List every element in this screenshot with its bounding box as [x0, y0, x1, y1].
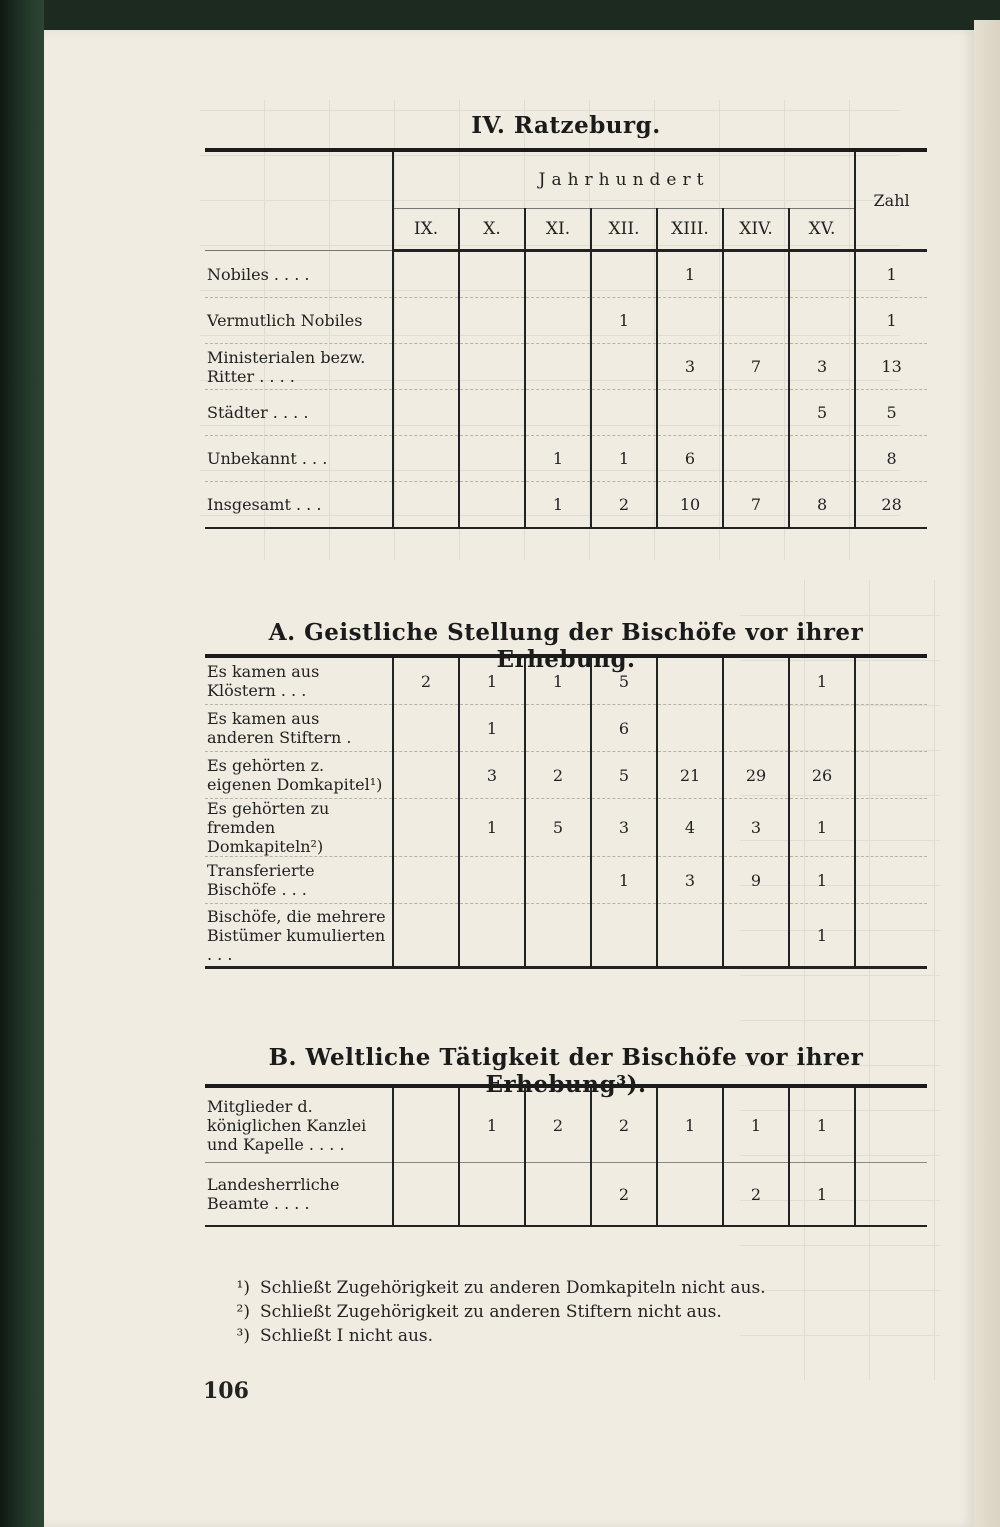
cell	[591, 390, 657, 436]
cell: 1	[657, 1086, 723, 1163]
page-number: 106	[203, 1378, 249, 1404]
cell	[723, 298, 789, 344]
cell: 21	[657, 752, 723, 799]
cell: 5	[591, 656, 657, 705]
cell: 1	[459, 799, 525, 857]
total-cell: 5	[855, 390, 927, 436]
century-header: X.	[459, 209, 525, 251]
footnote-text: Schließt Zugehörigkeit zu anderen Domkapiteln nicht aus.	[260, 1278, 766, 1298]
cell	[393, 390, 459, 436]
table-row	[205, 436, 927, 482]
century-header: XII.	[591, 209, 657, 251]
section-b-title: B. Weltliche Tätigkeit der Bischöfe vor ihrer Erhebung³).	[268, 1044, 864, 1098]
cell	[459, 904, 525, 968]
cell	[525, 390, 591, 436]
cell: 5	[591, 752, 657, 799]
cell	[459, 298, 525, 344]
cell: 4	[657, 799, 723, 857]
footnote	[228, 1276, 908, 1300]
empty-cell	[855, 656, 927, 705]
cell	[591, 904, 657, 968]
total-cell: 28	[855, 482, 927, 529]
footnote-text: Schließt I nicht aus.	[260, 1326, 434, 1346]
footnotes	[228, 1276, 908, 1348]
cell: 1	[525, 482, 591, 529]
cell: 1	[723, 1086, 789, 1163]
total-cell: 1	[855, 298, 927, 344]
ratzeburg-table	[205, 148, 927, 529]
century-header: XI.	[525, 209, 591, 251]
cell	[591, 344, 657, 390]
cell	[393, 482, 459, 529]
cell	[393, 904, 459, 968]
book-spine	[0, 0, 44, 1527]
table-row	[205, 1163, 927, 1227]
cell	[789, 298, 855, 344]
cell	[789, 251, 855, 298]
cell: 10	[657, 482, 723, 529]
cell	[525, 904, 591, 968]
table-row	[205, 904, 927, 968]
cell: 1	[591, 857, 657, 904]
cell	[723, 251, 789, 298]
row-label: Mitglieder d. königlichen Kanzlei und Kapelle . . . .	[205, 1086, 393, 1163]
jahrhundert-header: Jahrhundert	[393, 150, 855, 209]
century-header: IX.	[393, 209, 459, 251]
cell: 2	[591, 1086, 657, 1163]
geistliche-stellung-table	[205, 654, 927, 969]
table-row	[205, 482, 927, 529]
total-cell: 1	[855, 251, 927, 298]
empty-cell	[855, 752, 927, 799]
cell: 1	[789, 857, 855, 904]
cell: 2	[723, 1163, 789, 1227]
cell	[723, 436, 789, 482]
section-a-title: A. Geistliche Stellung der Bischöfe vor ihrer Erhebung.	[268, 619, 864, 673]
total-cell: 13	[855, 344, 927, 390]
cell: 1	[459, 1086, 525, 1163]
cell	[459, 857, 525, 904]
cell: 2	[591, 482, 657, 529]
cell: 5	[525, 799, 591, 857]
cell: 3	[657, 857, 723, 904]
weltliche-taetigkeit-table	[205, 1084, 927, 1227]
table-row	[205, 298, 927, 344]
cell: 8	[789, 482, 855, 529]
footnote	[228, 1324, 908, 1348]
table-row	[205, 799, 927, 857]
row-label: Nobiles . . . .	[205, 251, 393, 298]
empty-cell	[855, 857, 927, 904]
table-row	[205, 656, 927, 705]
cell	[525, 705, 591, 752]
row-label: Transferierte Bischöfe . . .	[205, 857, 393, 904]
cell: 1	[591, 436, 657, 482]
cell: 1	[789, 656, 855, 705]
row-label: Es gehörten z. eigenen Domkapitel¹)	[205, 752, 393, 799]
table-row	[205, 390, 927, 436]
row-label: Ministerialen bezw. Ritter . . . .	[205, 344, 393, 390]
cell	[525, 857, 591, 904]
footnote	[228, 1300, 908, 1324]
row-label: Bischöfe, die mehrere Bistümer kumulierten . . .	[207, 906, 386, 964]
table-row	[205, 251, 927, 298]
cell	[525, 344, 591, 390]
cell: 3	[459, 752, 525, 799]
footnote-mark: ¹)	[236, 1278, 250, 1298]
cell: 2	[525, 1086, 591, 1163]
cell	[393, 799, 459, 857]
century-header: XIV.	[723, 209, 789, 251]
cell	[789, 705, 855, 752]
empty-cell	[855, 904, 927, 968]
cell	[723, 656, 789, 705]
cell	[591, 251, 657, 298]
cell: 1	[459, 705, 525, 752]
row-label: Städter . . . .	[205, 390, 393, 436]
cell	[657, 904, 723, 968]
cell: 1	[789, 904, 855, 968]
cell: 29	[723, 752, 789, 799]
row-label: Es kamen aus Klöstern . . .	[205, 656, 393, 705]
cell: 1	[459, 656, 525, 705]
cell	[393, 705, 459, 752]
table-row	[205, 344, 927, 390]
page-edge	[974, 20, 1000, 1527]
century-header: XIII.	[657, 209, 723, 251]
cell	[525, 251, 591, 298]
cell: 7	[723, 482, 789, 529]
footnote-text: Schließt Zugehörigkeit zu anderen Stiftern nicht aus.	[260, 1302, 722, 1322]
cell: 6	[591, 705, 657, 752]
footnote-mark: ³)	[236, 1326, 250, 1346]
cell	[459, 482, 525, 529]
cell: 1	[789, 1086, 855, 1163]
table-row	[205, 1086, 927, 1163]
row-label: Vermutlich Nobiles	[205, 298, 393, 344]
cell	[393, 752, 459, 799]
century-header: XV.	[789, 209, 855, 251]
row-label: Insgesamt . . .	[207, 495, 322, 514]
cell: 7	[723, 344, 789, 390]
cell	[789, 436, 855, 482]
cell	[525, 298, 591, 344]
total-cell: 8	[855, 436, 927, 482]
cell	[657, 656, 723, 705]
cell: 2	[393, 656, 459, 705]
cell	[657, 1163, 723, 1227]
cell	[393, 251, 459, 298]
empty-cell	[855, 1163, 927, 1227]
cell	[393, 1163, 459, 1227]
cell: 3	[723, 799, 789, 857]
cell: 2	[525, 752, 591, 799]
cell	[657, 705, 723, 752]
zahl-header: Zahl	[855, 150, 927, 251]
row-label: Unbekannt . . .	[205, 436, 393, 482]
cell	[459, 344, 525, 390]
footnote-mark: ²)	[236, 1302, 250, 1322]
row-label: Es gehörten zu fremden Domkapiteln²)	[205, 799, 393, 857]
empty-cell	[855, 799, 927, 857]
cell	[657, 298, 723, 344]
cell: 1	[525, 436, 591, 482]
cell	[459, 390, 525, 436]
cell	[723, 904, 789, 968]
row-label-header	[205, 150, 393, 251]
table-row	[205, 857, 927, 904]
cell: 1	[789, 1163, 855, 1227]
empty-cell	[855, 1086, 927, 1163]
cell	[393, 857, 459, 904]
cell	[393, 436, 459, 482]
cell	[393, 298, 459, 344]
row-label: Landesherrliche Beamte . . . .	[207, 1175, 340, 1213]
table-row	[205, 752, 927, 799]
section-iv-title: IV. Ratzeburg.	[471, 112, 661, 139]
cell: 5	[789, 390, 855, 436]
cell: 2	[591, 1163, 657, 1227]
cell	[657, 390, 723, 436]
table-row	[205, 705, 927, 752]
cell	[459, 436, 525, 482]
empty-cell	[855, 705, 927, 752]
cell: 9	[723, 857, 789, 904]
cell: 26	[789, 752, 855, 799]
cell: 1	[591, 298, 657, 344]
cell	[459, 1163, 525, 1227]
cell: 3	[789, 344, 855, 390]
cell	[459, 251, 525, 298]
cell: 1	[789, 799, 855, 857]
cell	[723, 390, 789, 436]
row-label: Es kamen aus anderen Stiftern .	[205, 705, 393, 752]
cell	[393, 1086, 459, 1163]
cell: 1	[657, 251, 723, 298]
cell	[393, 344, 459, 390]
cell	[723, 705, 789, 752]
cell	[525, 1163, 591, 1227]
cell: 1	[525, 656, 591, 705]
cell: 3	[657, 344, 723, 390]
cell: 6	[657, 436, 723, 482]
cell: 3	[591, 799, 657, 857]
